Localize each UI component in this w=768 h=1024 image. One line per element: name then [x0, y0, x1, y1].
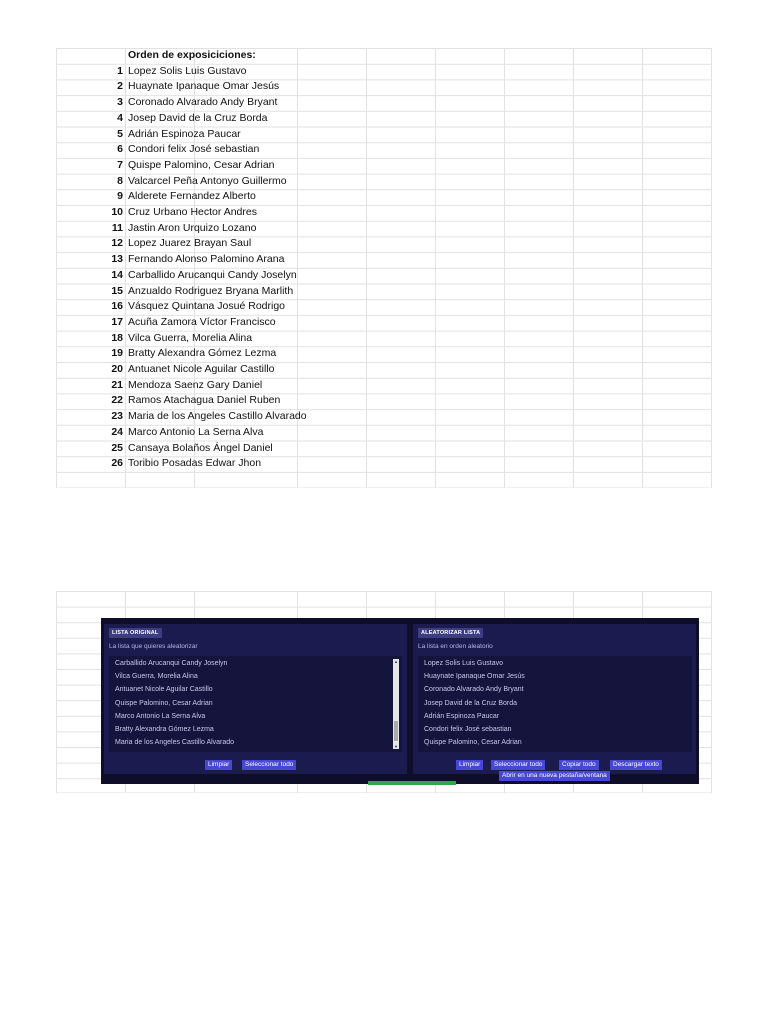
list-item: Lopez Solis Luis Gustavo [424, 660, 503, 667]
student-name: Vásquez Quintana Josué Rodrigo [128, 300, 286, 313]
table-row [56, 95, 712, 111]
list-item: Antuanet Nicole Aguilar Castillo [115, 686, 213, 694]
select-all-button[interactable]: Seleccionar todo [242, 760, 296, 770]
row-number: 19 [111, 347, 123, 360]
row-number: 4 [117, 111, 123, 124]
table-row [56, 441, 712, 457]
row-number: 5 [117, 127, 123, 140]
student-name: Cansaya Bolaños Ángel Daniel [128, 441, 273, 454]
student-name: Jastin Aron Urquizo Lozano [128, 221, 257, 234]
student-name: Anzualdo Rodriguez Bryana Marlith [128, 284, 294, 297]
row-number: 9 [117, 190, 123, 203]
table-row [56, 393, 712, 409]
list-item: Quispe Palomino, Cesar Adrian [115, 699, 213, 707]
row-number: 24 [111, 425, 123, 438]
table-row [56, 158, 712, 174]
table-row [56, 456, 712, 472]
table-row [56, 425, 712, 441]
row-number: 8 [117, 174, 123, 187]
original-list-title: LISTA ORIGINAL [109, 628, 162, 638]
student-name: Mendoza Saenz Gary Daniel [128, 378, 263, 391]
row-number: 14 [111, 268, 123, 281]
download-text-button[interactable]: Descargar texto [610, 760, 662, 770]
row-number: 22 [111, 394, 123, 407]
scroll-down-icon[interactable]: ▼ [394, 744, 398, 749]
student-name: Josep David de la Cruz Borda [128, 111, 268, 124]
row-number: 6 [117, 143, 123, 156]
student-name: Lopez Solis Luis Gustavo [128, 64, 247, 77]
sheet-header: Orden de exposiciciones: [128, 49, 256, 61]
scrollbar[interactable] [393, 659, 399, 749]
row-number: 25 [111, 441, 123, 454]
row-number: 15 [111, 284, 123, 297]
progress-accent-bar [368, 781, 456, 785]
row-number: 11 [111, 221, 123, 234]
original-list-subtitle: La lista que quieres aleatorizar [109, 643, 198, 650]
student-name: Fernando Alonso Palomino Arana [128, 253, 285, 266]
list-randomizer-widget [101, 618, 699, 784]
list-item: Coronado Alvarado Andy Bryant [424, 686, 524, 694]
student-name: Marco Antonio La Serna Alva [128, 425, 264, 438]
table-row [56, 284, 712, 300]
row-number: 2 [117, 80, 123, 93]
randomized-list-panel [413, 624, 696, 779]
student-name: Alderete Fernandez Alberto [128, 190, 256, 203]
randomized-list-subtitle: La lista en orden aleatorio [418, 643, 493, 650]
student-name: Bratty Alexandra Gómez Lezma [128, 347, 277, 360]
row-number: 18 [111, 331, 123, 344]
student-name: Lopez Juarez Brayan Saul [128, 237, 252, 250]
copy-all-button[interactable]: Copiar todo [559, 760, 599, 770]
row-number: 17 [111, 315, 123, 328]
list-item: Adrián Espinoza Paucar [424, 712, 500, 720]
table-row [56, 362, 712, 378]
table-row [56, 331, 712, 347]
list-item: Condori felix José sebastian [424, 726, 512, 733]
randomized-list-output[interactable] [418, 656, 692, 752]
scroll-up-icon[interactable]: ▲ [394, 659, 398, 664]
student-name: Carballido Arucanqui Candy Joselyn [128, 268, 297, 281]
list-item: Marco Antonio La Serna Alva [115, 712, 206, 720]
open-new-tab-button[interactable]: Abrir en una nueva pestaña/ventana [499, 771, 610, 781]
table-row [56, 378, 712, 394]
table-row [56, 174, 712, 190]
student-name: Adrián Espinoza Paucar [128, 127, 241, 140]
student-name: Condori felix José sebastian [128, 143, 260, 156]
original-list-panel [104, 624, 407, 774]
spreadsheet-names [56, 48, 712, 488]
list-item: Josep David de la Cruz Borda [424, 699, 517, 707]
table-row [56, 79, 712, 95]
table-row [56, 236, 712, 252]
student-name: Vilca Guerra, Morelia Alina [128, 331, 253, 344]
row-number: 1 [117, 64, 123, 77]
table-row [56, 205, 712, 221]
table-row [56, 268, 712, 284]
clear-button[interactable]: Limpiar [456, 760, 483, 770]
student-name: Quispe Palomino, Cesar Adrian [128, 158, 275, 171]
table-row [56, 409, 712, 425]
row-number: 21 [111, 378, 123, 391]
row-number: 7 [117, 158, 123, 171]
select-all-button[interactable]: Seleccionar todo [491, 760, 545, 770]
row-number: 13 [111, 253, 123, 266]
list-item: Quispe Palomino, Cesar Adrian [424, 739, 522, 747]
table-row [56, 111, 712, 127]
table-row [56, 252, 712, 268]
student-name: Huaynate Ipanaque Omar Jesús [128, 80, 280, 93]
row-number: 10 [111, 206, 123, 218]
table-row [56, 142, 712, 158]
student-name: Coronado Alvarado Andy Bryant [128, 96, 278, 109]
table-row [56, 189, 712, 205]
list-item: Maria de los Angeles Castillo Alvarado [115, 739, 235, 747]
table-row [56, 315, 712, 331]
row-number: 20 [111, 363, 123, 375]
sheet-header-row [56, 48, 712, 64]
list-item: Vilca Guerra, Morelia Alina [115, 673, 198, 681]
student-name: Acuña Zamora Víctor Francisco [128, 315, 276, 328]
list-item: Carballido Arucanqui Candy Joselyn [115, 660, 228, 667]
list-item: Huaynate Ipanaque Omar Jesús [424, 673, 525, 681]
row-number: 3 [117, 96, 123, 109]
table-row [56, 299, 712, 315]
row-number: 26 [111, 457, 123, 470]
student-name: Ramos Atachagua Daniel Ruben [128, 394, 281, 407]
student-name: Maria de los Angeles Castillo Alvarado [128, 410, 307, 423]
student-name: Toribio Posadas Edwar Jhon [128, 457, 262, 470]
table-row [56, 127, 712, 143]
student-name: Valcarcel Peña Antonyo Guillermo [128, 174, 287, 187]
row-number: 12 [111, 237, 123, 250]
student-name: Cruz Urbano Hector Andres [128, 206, 257, 218]
scroll-thumb[interactable] [394, 721, 398, 741]
row-number: 23 [111, 410, 123, 423]
randomized-list-title: ALEATORIZAR LISTA [418, 628, 483, 638]
table-row [56, 221, 712, 237]
table-row [56, 64, 712, 80]
clear-button[interactable]: Limpiar [205, 760, 232, 770]
original-list-textarea[interactable] [109, 656, 402, 752]
list-item: Bratty Alexandra Gómez Lezma [115, 726, 214, 733]
table-row [56, 346, 712, 362]
row-number: 16 [111, 300, 123, 313]
student-name: Antuanet Nicole Aguilar Castillo [128, 363, 275, 375]
